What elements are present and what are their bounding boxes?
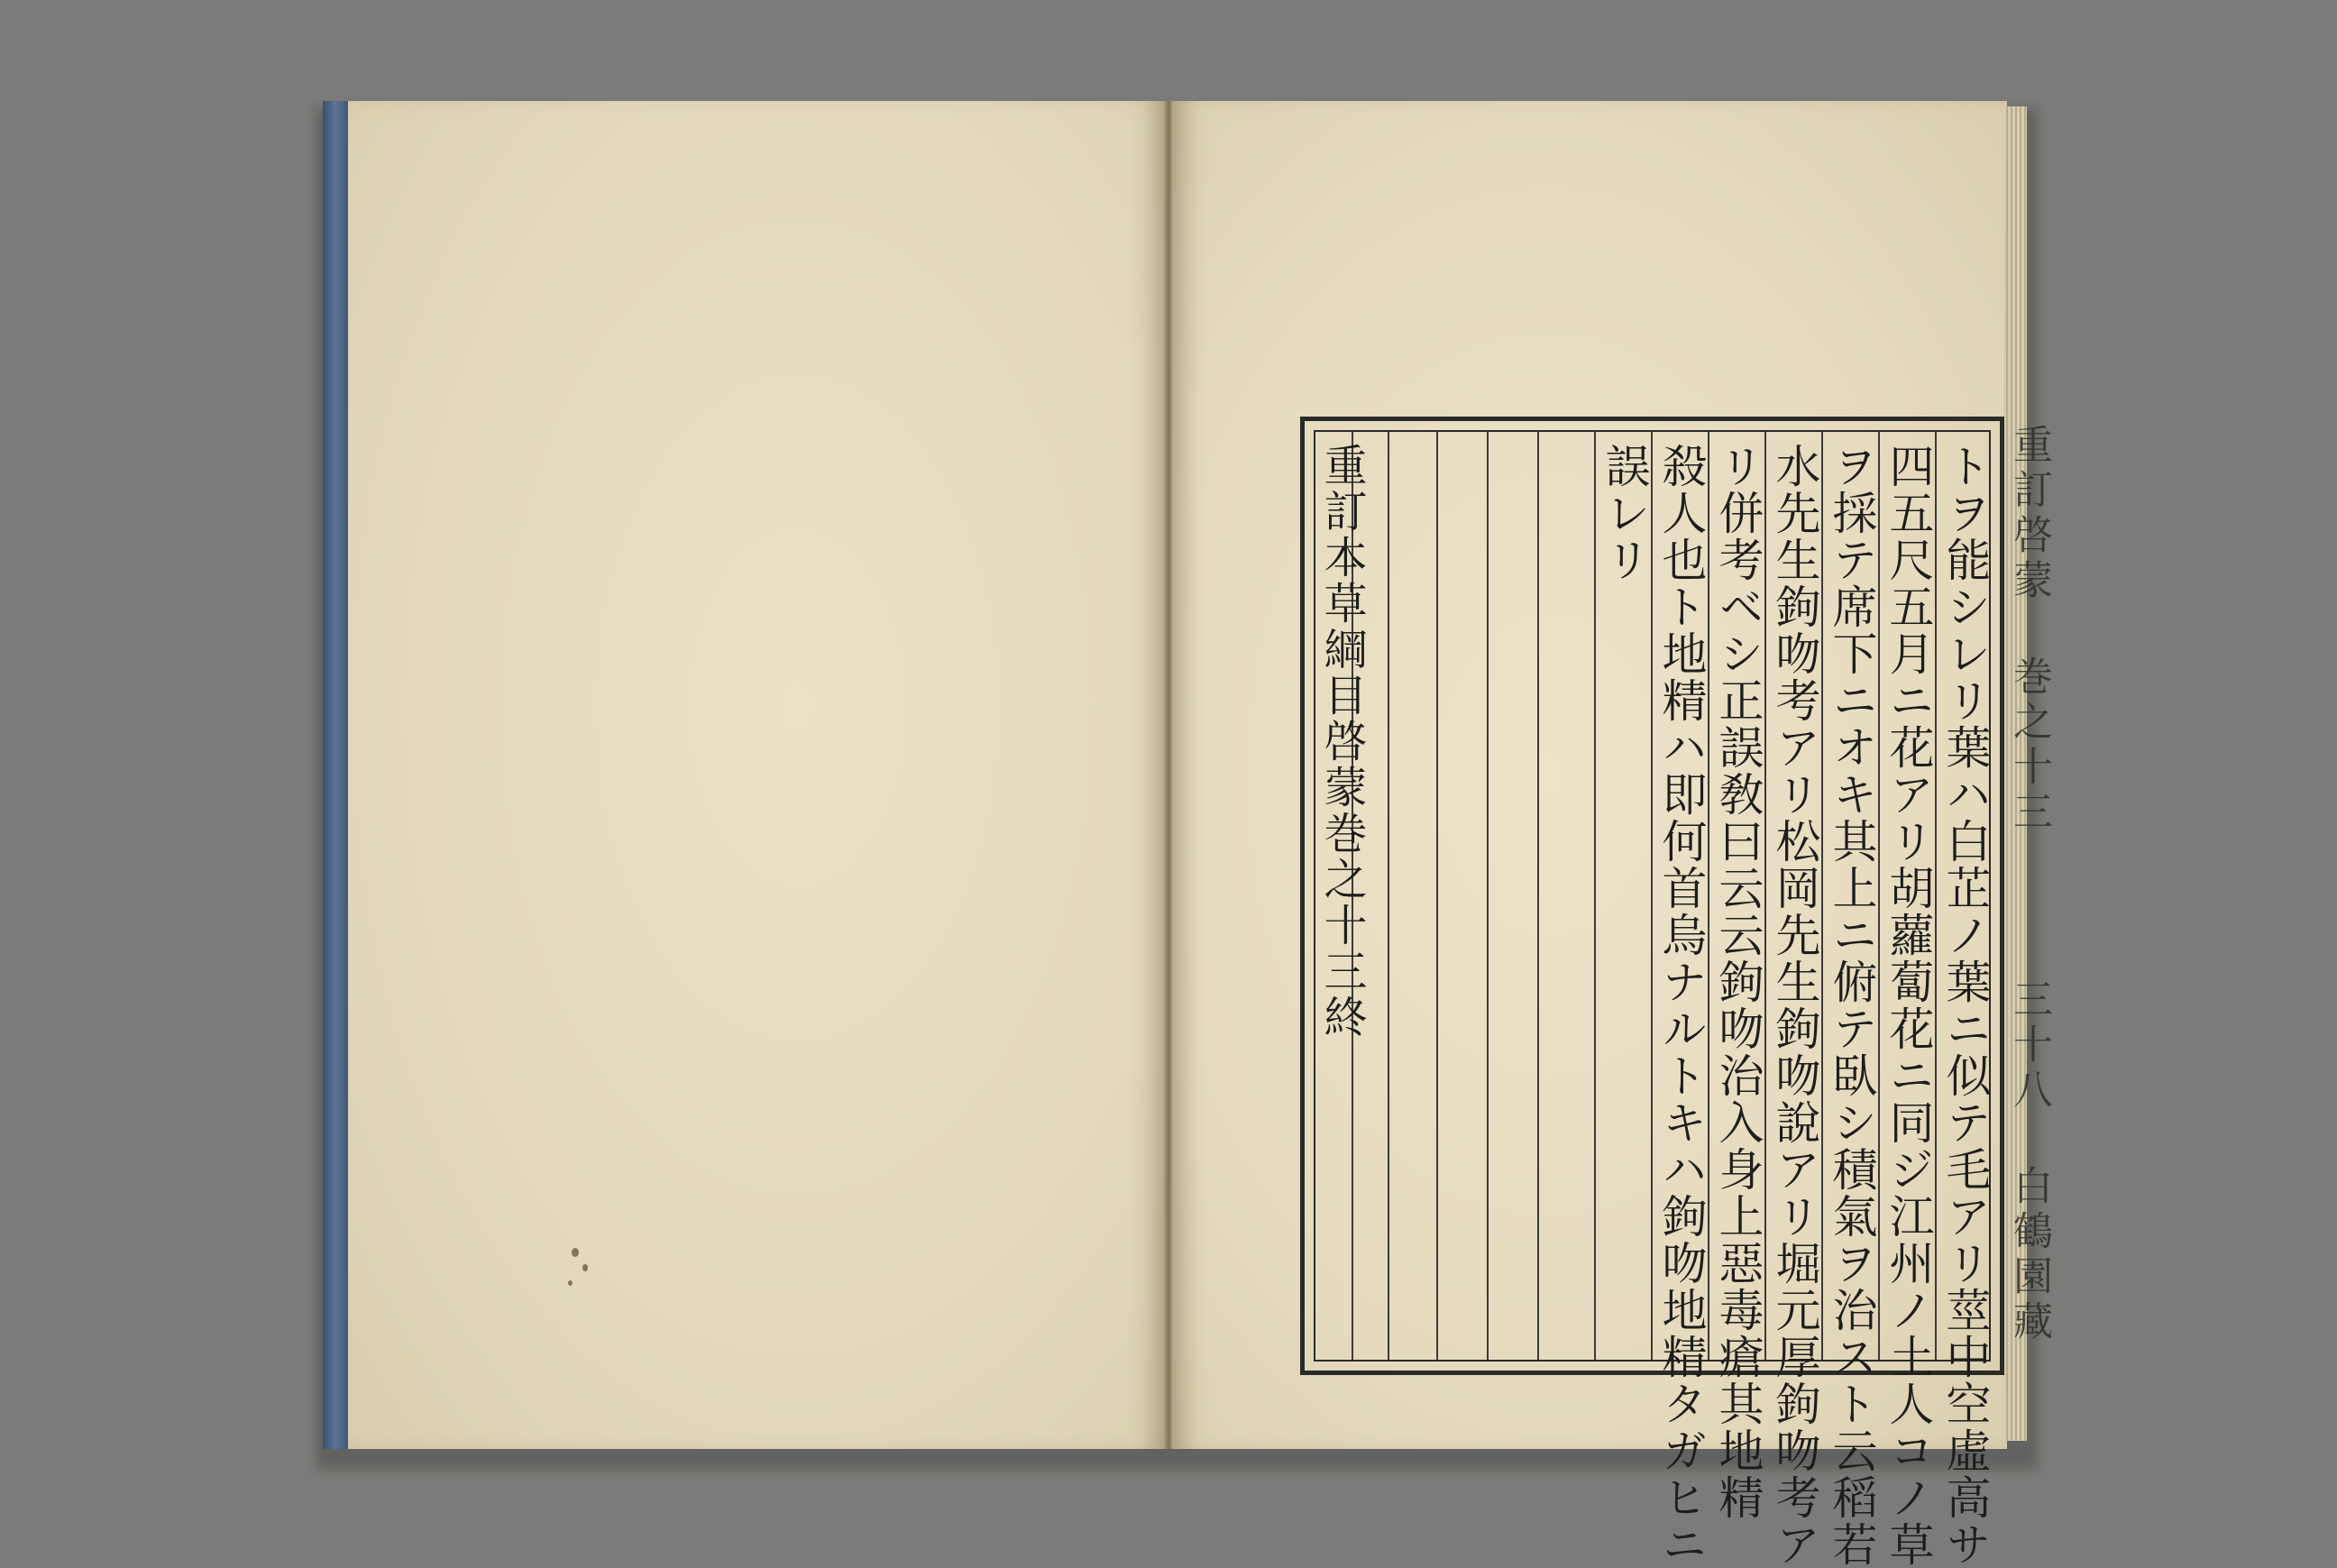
title-column bbox=[1314, 432, 1370, 1360]
column-text: 殺人也ト地精ハ即何首烏ナルトキハ鉤吻地精タガヒニ bbox=[1654, 443, 1708, 1568]
text-frame-inner bbox=[1314, 430, 1992, 1568]
margin-header: 重訂啓蒙 巻之十三 bbox=[2006, 424, 2052, 836]
ink-spot bbox=[582, 1264, 588, 1271]
left-page bbox=[348, 101, 1165, 1449]
column-text: 四五尺五月ニ花アリ胡蘿蔔花ニ同ジ江州ノ土人コノ草 bbox=[1882, 443, 1935, 1568]
text-column bbox=[1764, 432, 1823, 1568]
text-column bbox=[1935, 432, 1993, 1568]
column-text: ヲ採テ席下ニオキ其上ニ俯テ臥シ積氣ヲ治スト云稻若 bbox=[1825, 443, 1878, 1568]
column-text: リ併考ベシ正誤敎曰云云鉤吻治入身上惡毒瘡其地精 bbox=[1711, 443, 1764, 1521]
volume-title: 重訂本草綱目啓蒙巻之十三終 bbox=[1316, 443, 1367, 1041]
margin-footer: 三十八 白鶴園藏 bbox=[2006, 978, 2052, 1345]
text-column bbox=[1821, 432, 1880, 1568]
column-text: 水先生鉤吻考アリ松岡先生鉤吻說アリ堀元厚鉤吻考ア bbox=[1768, 443, 1821, 1568]
column-text: 誤レリ bbox=[1598, 443, 1651, 583]
text-column bbox=[1878, 432, 1937, 1568]
text-column bbox=[1651, 432, 1709, 1568]
empty-column bbox=[1487, 432, 1545, 1360]
text-column bbox=[1594, 432, 1653, 1360]
ink-spot bbox=[572, 1248, 579, 1257]
text-frame bbox=[1300, 417, 2004, 1568]
ink-spot bbox=[568, 1280, 573, 1286]
empty-column bbox=[1537, 432, 1596, 1360]
book-cover-edge bbox=[323, 101, 350, 1449]
text-column bbox=[1708, 432, 1766, 1521]
empty-column bbox=[1388, 432, 1446, 1360]
column-text: トヲ能シレリ葉ハ白芷ノ葉ニ似テ毛アリ莖中空虛高サ bbox=[1938, 443, 1992, 1568]
